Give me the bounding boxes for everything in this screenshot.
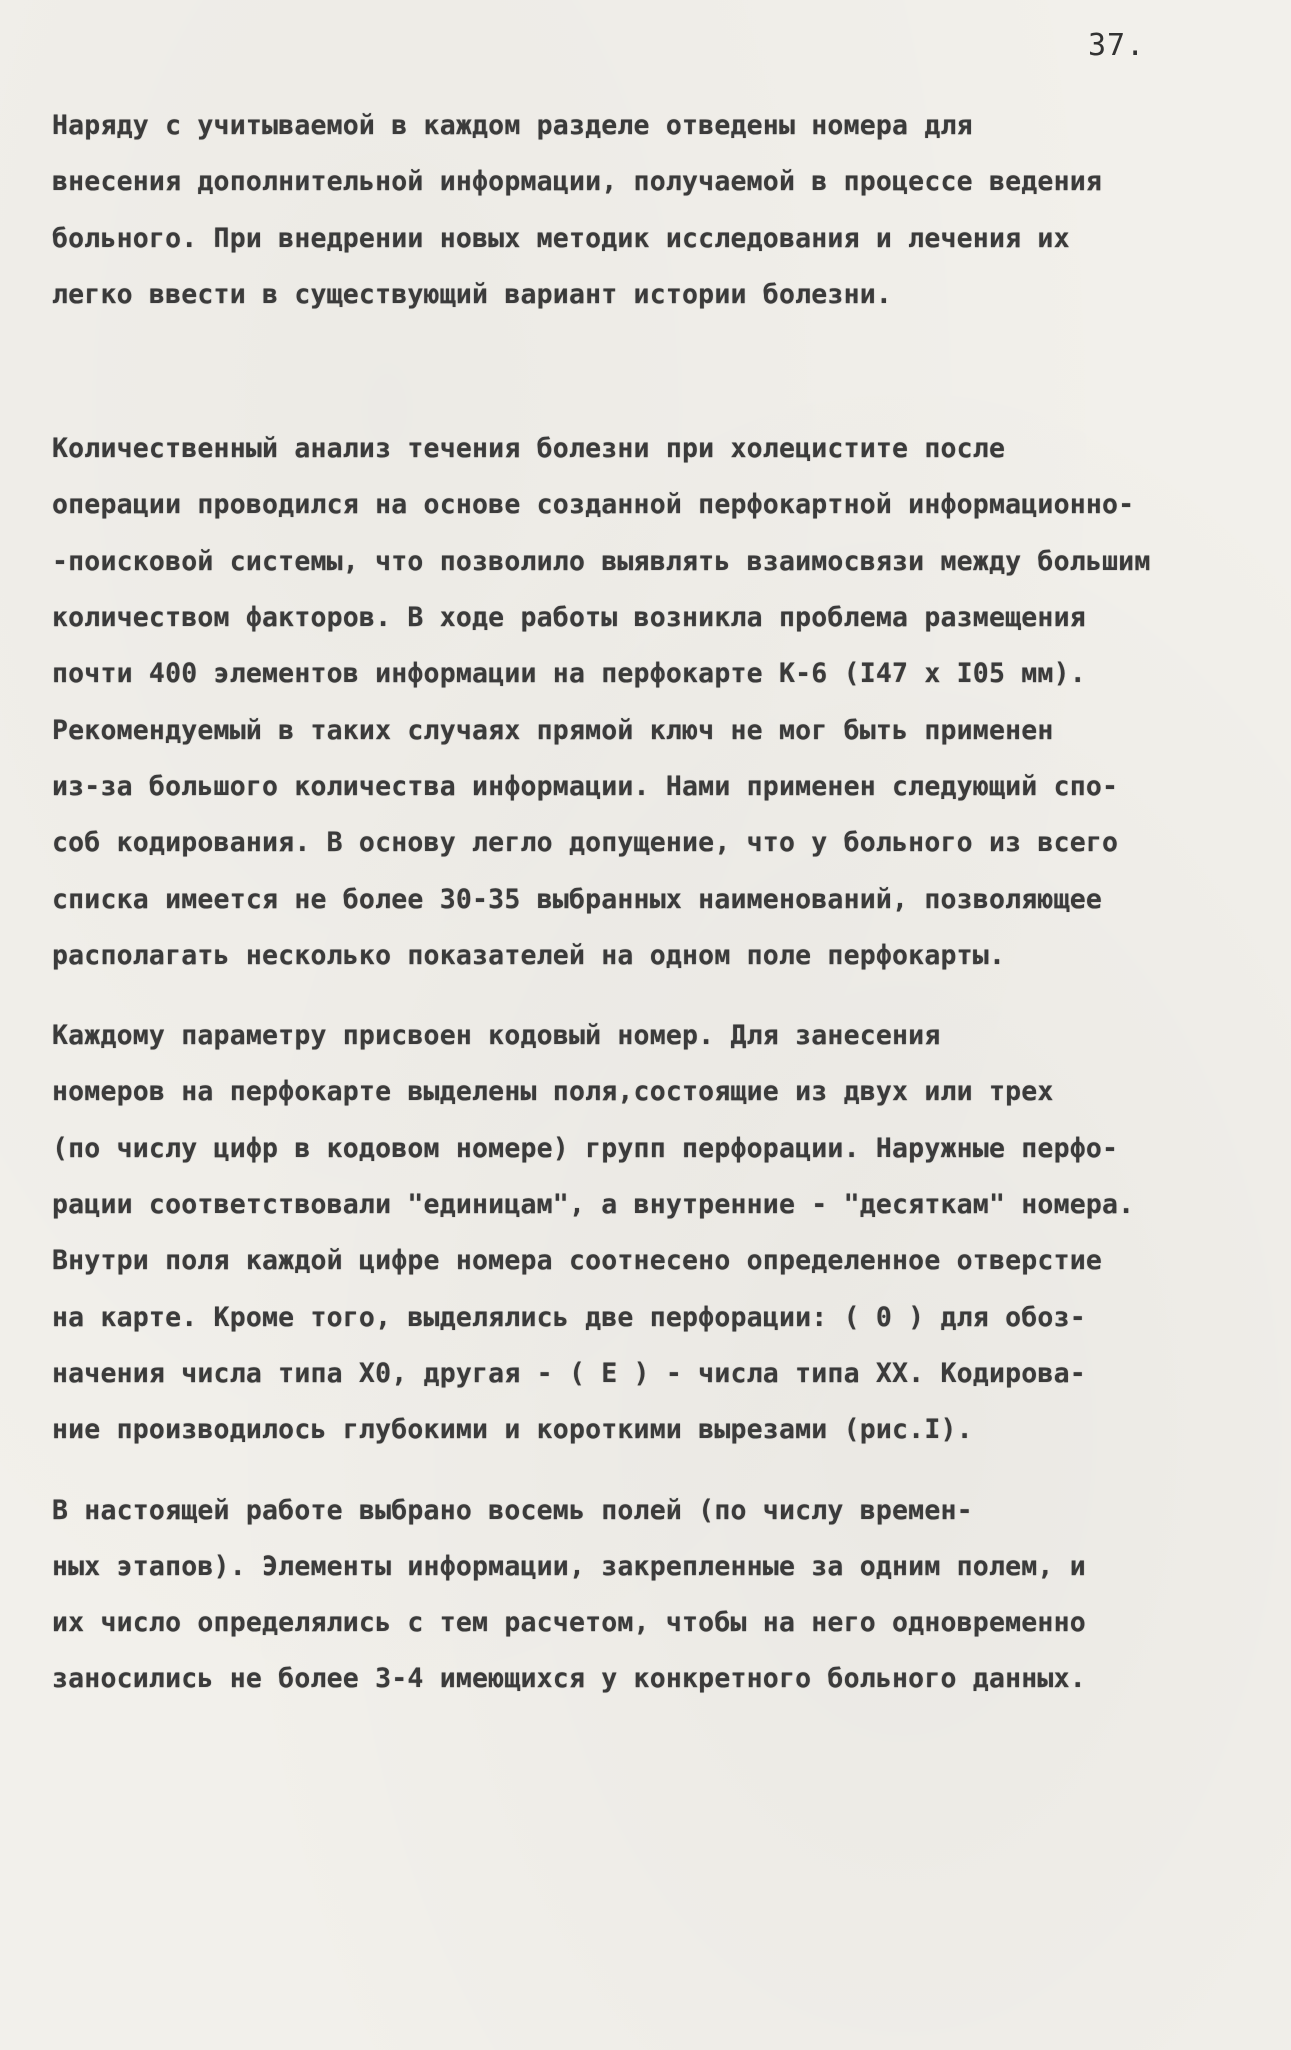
page-number: 37. xyxy=(1088,28,1146,63)
text-line: Наряду с учитываемой в каждом разделе отведены номера для xyxy=(52,110,973,141)
text-line: ние производилось глубокими и короткими вырезами (рис.I). xyxy=(52,1414,973,1446)
paragraph-1 xyxy=(52,98,1237,323)
text-line: В настоящей работе выбрано восемь полей (по числу времен- xyxy=(52,1494,973,1526)
text-line: располагать несколько показателей на одном поле перфокарты. xyxy=(52,939,1006,971)
text-line: из-за большого количества информации. Нами применен следующий спо- xyxy=(52,770,1119,802)
text-line: больного. При внедрении новых методик исследования и лечения их xyxy=(52,222,1070,254)
text-line: заносились не более 3-4 имеющихся у конкретного больного данных. xyxy=(52,1663,1086,1695)
text-line: Количественный анализ течения болезни при холецистите после xyxy=(52,433,1006,465)
paragraph-4 xyxy=(52,1483,1237,1708)
paragraph-gap xyxy=(52,1459,1237,1483)
text-line: внесения дополнительной информации, получаемой в процессе ведения xyxy=(52,166,1103,198)
text-line: Внутри поля каждой цифре номера соотнесено определенное отверстие xyxy=(52,1245,1103,1277)
paragraph-2 xyxy=(52,421,1237,984)
text-line: Каждому параметру присвоен кодовый номер. Для занесения xyxy=(52,1020,941,1052)
text-line: списка имеется не более 30-35 выбранных наименований, позволяющее xyxy=(52,883,1103,915)
text-line: -поисковой системы, что позволило выявлять взаимосвязи между большим xyxy=(52,545,1151,577)
paragraph-gap xyxy=(52,323,1237,421)
text-line: рации соответствовали "единицам", а внутренние - "десяткам" номера. xyxy=(52,1189,1135,1221)
paragraph-3 xyxy=(52,1008,1237,1458)
text-line: почти 400 элементов информации на перфокарте К-6 (I47 х I05 мм). xyxy=(52,658,1086,690)
text-line: ных этапов). Элементы информации, закрепленные за одним полем, и xyxy=(52,1550,1086,1582)
text-line: (по числу цифр в кодовом номере) групп перфорации. Наружные перфо- xyxy=(52,1132,1119,1164)
text-line: соб кодирования. В основу легло допущение, что у больного из всего xyxy=(52,827,1119,859)
text-line: номеров на перфокарте выделены поля,состоящие из двух или трех xyxy=(52,1076,1054,1108)
text-line: количеством факторов. В ходе работы возникла проблема размещения xyxy=(52,602,1086,634)
body-text xyxy=(52,98,1237,1708)
text-line: на карте. Кроме того, выделялись две перфорации: ( 0 ) для обоз- xyxy=(52,1301,1086,1333)
text-line: Рекомендуемый в таких случаях прямой ключ не мог быть применен xyxy=(52,714,1054,746)
paragraph-gap xyxy=(52,984,1237,1008)
text-line: операции проводился на основе созданной перфокартной информационно- xyxy=(52,489,1135,521)
text-line: начения числа типа Х0, другая - ( Е ) - числа типа ХХ. Кодирова- xyxy=(52,1357,1086,1389)
text-line: легко ввести в существующий вариант истории болезни. xyxy=(52,278,893,310)
text-line: их число определялись с тем расчетом, чтобы на него одновременно xyxy=(52,1607,1086,1639)
